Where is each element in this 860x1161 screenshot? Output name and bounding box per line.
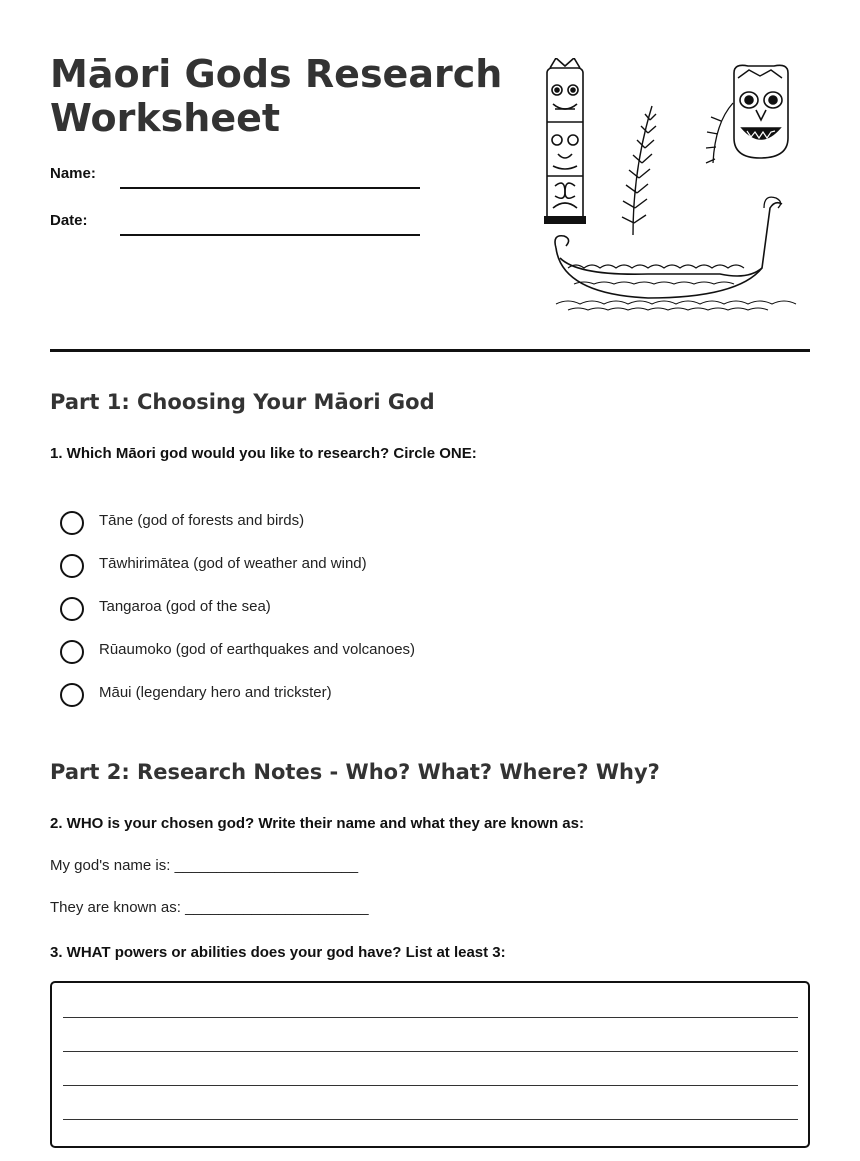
answer-line[interactable] — [63, 1017, 798, 1018]
option-label: Māui (legendary hero and trickster) — [99, 684, 332, 701]
radio-circle-icon[interactable] — [60, 683, 84, 707]
answer-line[interactable] — [63, 1119, 798, 1120]
option-ruaumoko[interactable] — [60, 639, 415, 682]
option-tawhirimatea[interactable] — [60, 553, 415, 596]
name-label: Name: — [50, 165, 96, 182]
option-label: Tangaroa (god of the sea) — [99, 598, 271, 615]
date-label: Date: — [50, 212, 88, 229]
page-title: Māori Gods Research Worksheet — [50, 52, 503, 140]
god-name-line[interactable]: My god's name is: ______________________ — [50, 857, 359, 874]
radio-circle-icon[interactable] — [60, 554, 84, 578]
waka-canoe-icon — [555, 197, 796, 310]
god-options-list — [60, 510, 415, 725]
radio-circle-icon[interactable] — [60, 640, 84, 664]
part1-heading: Part 1: Choosing Your Māori God — [50, 390, 435, 414]
powers-answer-box[interactable] — [50, 981, 810, 1148]
option-tane[interactable] — [60, 510, 415, 553]
pou-carving-icon — [544, 58, 586, 224]
known-as-line[interactable]: They are known as: ______________________ — [50, 899, 369, 916]
question-2: 2. WHO is your chosen god? Write their name and what they are known as: — [50, 815, 584, 832]
part2-heading: Part 2: Research Notes - Who? What? Where? Why? — [50, 760, 660, 784]
answer-line[interactable] — [63, 1085, 798, 1086]
option-tangaroa[interactable] — [60, 596, 415, 639]
date-field[interactable] — [120, 234, 420, 236]
option-label: Tāwhirimātea (god of weather and wind) — [99, 555, 367, 572]
option-maui[interactable] — [60, 682, 415, 725]
header-divider — [50, 349, 810, 352]
option-label: Rūaumoko (god of earthquakes and volcanoes) — [99, 641, 416, 658]
question-3: 3. WHAT powers or abilities does your god have? List at least 3: — [50, 944, 506, 961]
maori-illustration — [538, 58, 800, 320]
fern-icon — [622, 106, 656, 235]
name-field[interactable] — [120, 187, 420, 189]
tiki-mask-icon — [706, 65, 788, 163]
answer-line[interactable] — [63, 1051, 798, 1052]
radio-circle-icon[interactable] — [60, 511, 84, 535]
radio-circle-icon[interactable] — [60, 597, 84, 621]
question-1: 1. Which Māori god would you like to research? Circle ONE: — [50, 445, 477, 462]
option-label: Tāne (god of forests and birds) — [99, 512, 305, 529]
